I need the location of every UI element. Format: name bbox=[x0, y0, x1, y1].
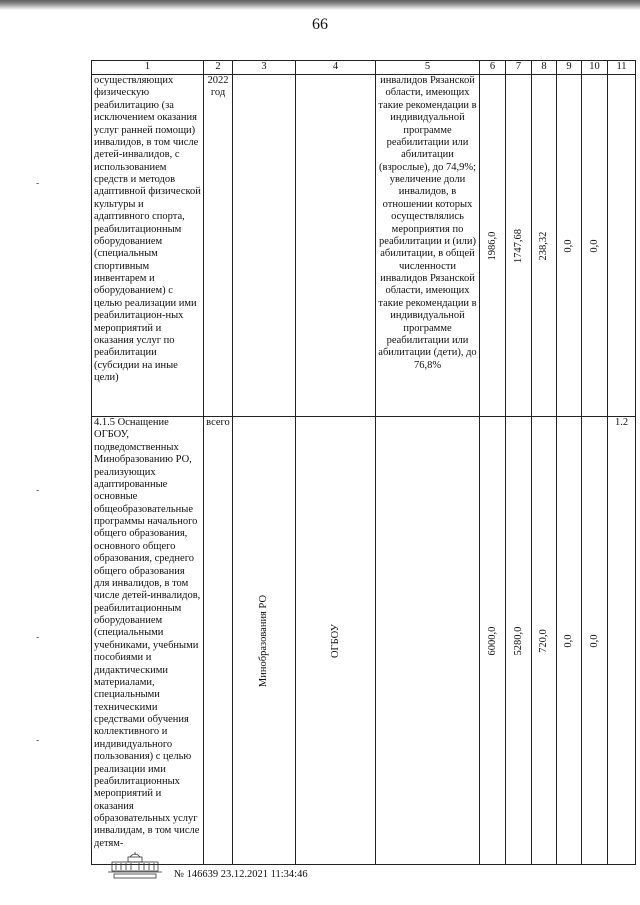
registration-stamp: № 146639 23.12.2021 11:34:46 bbox=[174, 869, 308, 880]
col-header-1: 1 bbox=[92, 61, 204, 75]
row2-responsible bbox=[233, 417, 296, 865]
margin-mark: - bbox=[36, 632, 40, 643]
row1-responsible bbox=[233, 75, 296, 417]
col-header-2: 2 bbox=[204, 61, 233, 75]
row1-col8-value: 238,32 bbox=[537, 231, 549, 260]
row2-result bbox=[376, 417, 480, 865]
result-text: инвалидов Рязанской области, имеющих такие рекомендации в индивидуальной программе реабилитации или абилитации (взрослые), до 74,9%; увеличение доли инвалидов, в отношении которых осуществлялись мероприятия по реабилитации и (или) абилитации, в общей численности инвалидов Рязанской области, имеющих такие рекомендации в индивидуальной программе реабилитации или абилитации (дети), до 76,8% bbox=[376, 75, 480, 417]
col-header-3: 3 bbox=[233, 61, 296, 75]
row2-col7-value: 5280,0 bbox=[512, 626, 524, 655]
row1-col7 bbox=[506, 75, 532, 417]
header-row bbox=[92, 61, 636, 75]
table-row bbox=[92, 75, 636, 417]
row1-col7-value: 1747,68 bbox=[512, 228, 524, 263]
row2-col10-value: 0,0 bbox=[588, 633, 600, 648]
row1-year: 2022 год bbox=[204, 75, 233, 417]
col-header-10: 10 bbox=[582, 61, 608, 75]
row2-executor-text: ОГБОУ bbox=[329, 623, 341, 658]
row2-col9 bbox=[557, 417, 582, 865]
row2-description: 4.1.5 Оснащение ОГБОУ, подведомственных Минобразованию РО, реализующих адаптированные основные общеобразовательные программы начального общего образования, основного общего образования, среднего общего образования для инвалидов, в том числе детей-инвалидов, реабилитационным оборудованием (специальными учебниками, учебными пособиями и дидактическими материалами, специальными техническими средствами обучения коллективного и индивидуального пользования) с целью реализации ими реабилитационных мероприятий и оказания образовательных услуг инвалидам, в том числе детям- bbox=[92, 417, 204, 865]
row2-col11: 1.2 bbox=[608, 417, 636, 865]
col-header-8: 8 bbox=[532, 61, 557, 75]
program-table bbox=[91, 60, 636, 865]
row1-col6-value: 1986,0 bbox=[486, 231, 498, 260]
margin-mark: - bbox=[36, 735, 40, 746]
col-header-5: 5 bbox=[376, 61, 480, 75]
col-header-4: 4 bbox=[296, 61, 376, 75]
row1-col9 bbox=[557, 75, 582, 417]
row1-col11 bbox=[608, 75, 636, 417]
row1-col9-value: 0,0 bbox=[562, 238, 574, 253]
row1-executor bbox=[296, 75, 376, 417]
col-header-6: 6 bbox=[480, 61, 506, 75]
row1-col10-value: 0,0 bbox=[588, 238, 600, 253]
government-building-stamp-icon bbox=[104, 851, 166, 879]
row2-col9-value: 0,0 bbox=[562, 633, 574, 648]
table-row bbox=[92, 417, 636, 865]
margin-mark: - bbox=[36, 178, 40, 189]
row1-col6 bbox=[480, 75, 506, 417]
page-number: 66 bbox=[312, 16, 328, 33]
col-header-7: 7 bbox=[506, 61, 532, 75]
row2-col6 bbox=[480, 417, 506, 865]
col-header-9: 9 bbox=[557, 61, 582, 75]
row2-year: всего bbox=[204, 417, 233, 865]
row1-col8 bbox=[532, 75, 557, 417]
row2-executor bbox=[296, 417, 376, 865]
col-header-11: 11 bbox=[608, 61, 636, 75]
row2-col8 bbox=[532, 417, 557, 865]
row1-description: осуществляющих физическую реабилитацию (за исключением оказания услуг ранней помощи) инвалидов, в том числе детей-инвалидов, с использованием средств и методов адаптивной физической культуры и адаптивного спорта, реабилитационным оборудованием (специальным спортивным инвентарем и оборудованием) с целью реализации ими реабилитацион-ных мероприятий и оказания услуг по реабилитации (субсидии на иные цели) bbox=[92, 75, 204, 417]
margin-mark: - bbox=[36, 485, 40, 496]
row2-col8-value: 720,0 bbox=[537, 628, 549, 653]
row2-col6-value: 6000,0 bbox=[486, 626, 498, 655]
row2-responsible-text: Минобразования РО bbox=[257, 594, 269, 687]
row2-col10 bbox=[582, 417, 608, 865]
row2-col7 bbox=[506, 417, 532, 865]
scan-edge bbox=[0, 0, 640, 10]
row1-col10 bbox=[582, 75, 608, 417]
